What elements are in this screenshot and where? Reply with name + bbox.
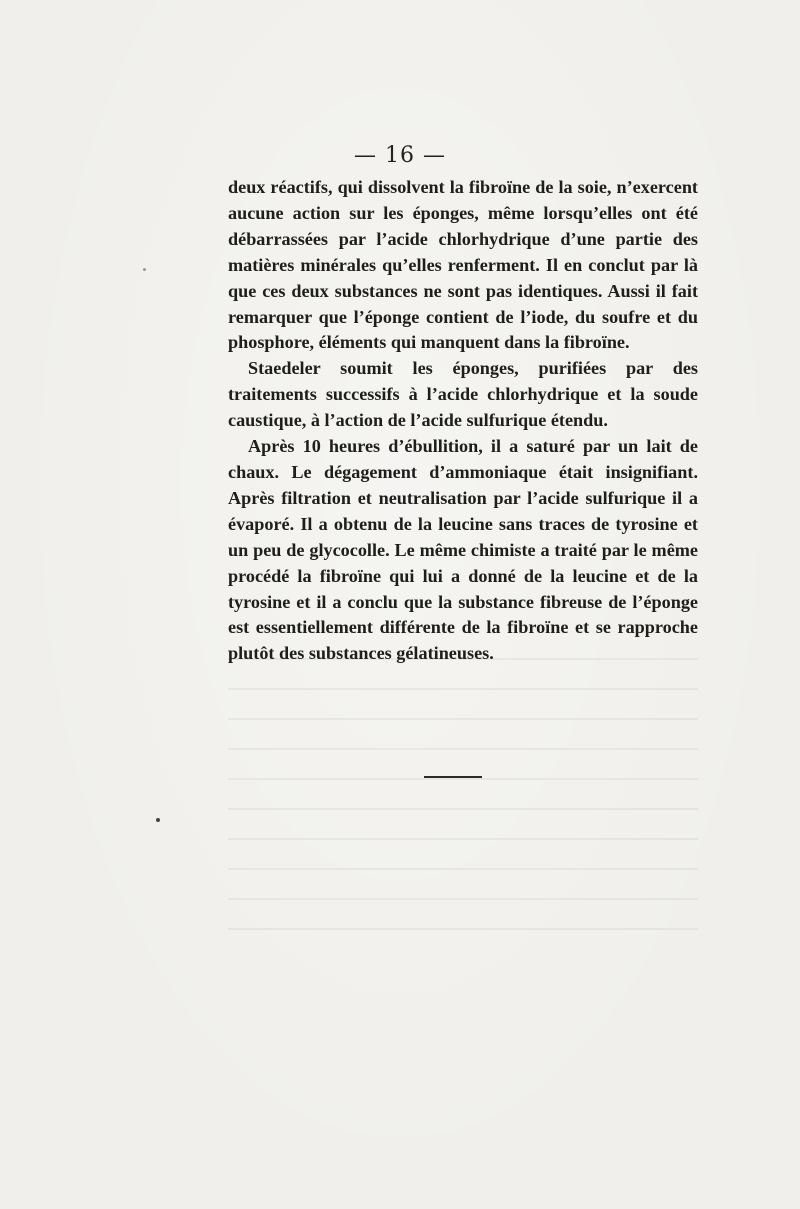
body-text bbox=[228, 175, 698, 667]
page-number: — 16 — bbox=[354, 143, 446, 168]
paragraph-3: Après 10 heures d’ébullition, il a saturé par un lait de chaux. Le dégagement d’ammoniaque était insignifiant. Après filtration et neutralisation par l’acide sulfurique il a évaporé. Il a obtenu de la leucine sans traces de tyrosine et un peu de glycocolle. Le même chimiste a traité par le même procédé la fibroïne qui lui a donné de la leucine et de la tyrosine et il a conclu que la substance fibreuse de l’éponge est essentiellement différente de la fibroïne et se rapproche plutôt des substances gélatineuses. bbox=[228, 436, 698, 664]
reverse-side-bleed-through bbox=[228, 640, 698, 940]
paragraph-2: Staedeler soumit les éponges, purifiées par des traitements successifs à l’acide chlorhydrique et la soude caustique, à l’action de l’acide sulfurique étendu. bbox=[228, 358, 698, 431]
section-separator-rule bbox=[424, 776, 482, 778]
ink-speck bbox=[143, 268, 146, 271]
ink-speck bbox=[156, 818, 160, 822]
paragraph-1: deux réactifs, qui dissolvent la fibroïne de la soie, n’exercent aucune action sur les éponges, même lorsqu’elles ont été débarrassées par l’acide chlorhydrique d’une partie des matières minérales qu’elles renferment. Il en conclut par là que ces deux substances ne sont pas identiques. Aussi il fait remarquer que l’éponge contient de l’iode, du soufre et du phosphore, éléments qui manquent dans la fibroïne. bbox=[228, 177, 698, 353]
